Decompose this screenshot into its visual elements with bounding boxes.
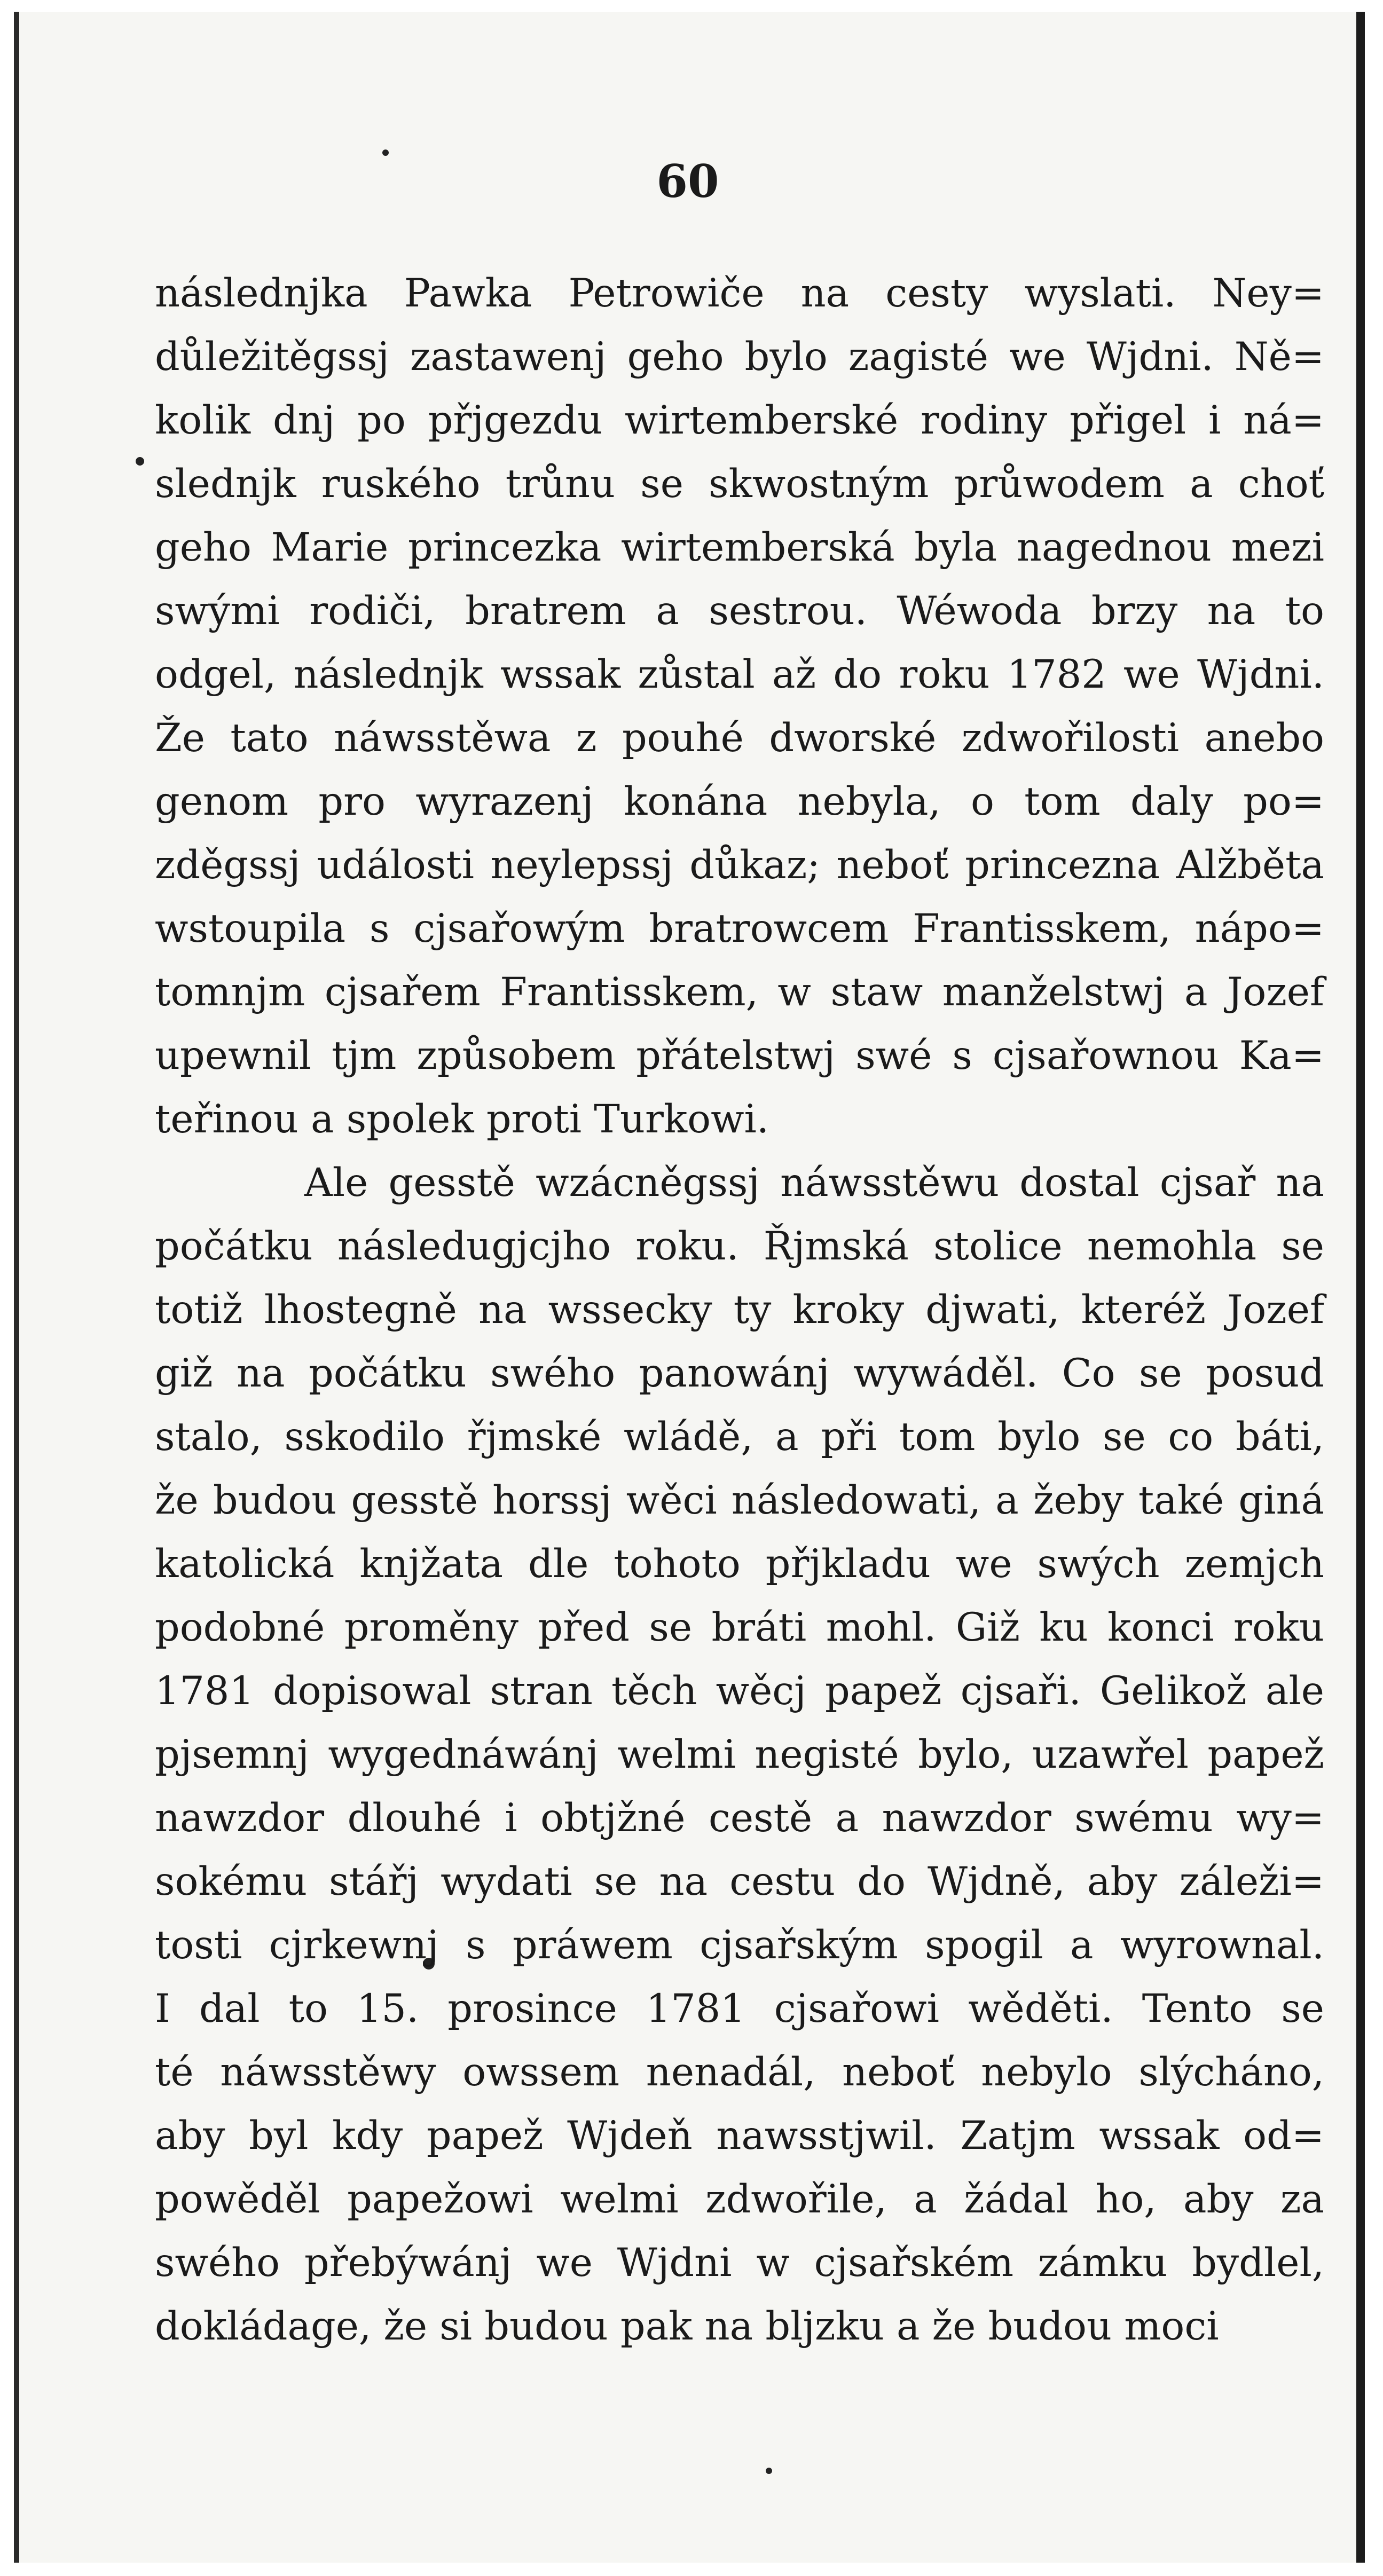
text-line: sokému stářj wydati se na cestu do Wjdně, aby záleži=	[155, 1859, 1324, 1904]
print-speck	[136, 457, 144, 466]
text-line: wstoupila s cjsařowým bratrowcem Frantisskem, nápo=	[155, 906, 1324, 951]
text-line: upewnil tjm způsobem přátelstwj swé s cjsařownou Ka=	[155, 1033, 1324, 1078]
text-line: totiž lhostegně na wssecky ty kroky djwati, kteréž Jozef	[155, 1287, 1324, 1333]
text-line: I dal to 15. prosince 1781 cjsařowi wěděti. Tento se	[155, 1986, 1324, 2031]
text-line: aby byl kdy papež Wjdeň nawsstjwil. Zatjm wssak od=	[155, 2113, 1324, 2159]
text-line: tomnjm cjsařem Frantisskem, w staw manželstwj a Jozef	[155, 970, 1324, 1015]
text-line: odgel, následnjk wssak zůstal až do roku 1782 we Wjdni.	[155, 652, 1324, 697]
text-line: powěděl papežowi welmi zdwořile, a žádal ho, aby za	[155, 2177, 1324, 2222]
text-line: teřinou a spolek proti Turkowi.	[155, 1097, 769, 1142]
text-line: té náwsstěwy owssem nenadál, neboť nebylo slýcháno,	[155, 2050, 1324, 2095]
text-line: geho Marie princezka wirtemberská byla nagednou mezi	[155, 525, 1324, 570]
page-number: 60	[656, 155, 719, 208]
text-line: následnjka Pawka Petrowiče na cesty wyslati. Ney=	[155, 271, 1324, 316]
body-text	[155, 262, 1324, 2358]
text-line: giž na počátku swého panowánj wywáděl. Co se posud	[155, 1351, 1324, 1396]
text-line: nawzdor dlouhé i obtjžné cestě a nawzdor swému wy=	[155, 1795, 1324, 1841]
text-line: Ale gesstě wzácněgssj náwsstěwu dostal cjsař na	[304, 1160, 1324, 1206]
print-speck	[766, 2468, 772, 2474]
text-line: dokládage, že si budou pak na bljzku a že budou moci	[155, 2304, 1219, 2349]
text-line: katolická knjžata dle tohoto přjkladu we swých zemjch	[155, 1541, 1324, 1587]
text-line: swého přebýwánj we Wjdni w cjsařském zámku bydlel,	[155, 2240, 1324, 2286]
text-line: pjsemnj wygednáwánj welmi negisté bylo, uzawřel papež	[155, 1732, 1324, 1777]
text-line: swými rodiči, bratrem a sestrou. Wéwoda brzy na to	[155, 588, 1324, 634]
text-line: 1781 dopisowal stran těch wěcj papež cjsaři. Gelikož ale	[155, 1668, 1324, 1714]
text-line: že budou gesstě horssj wěci následowati, a žeby také giná	[155, 1478, 1324, 1523]
text-line: genom pro wyrazenj konána nebyla, o tom daly po=	[155, 779, 1324, 824]
text-line: stalo, sskodilo řjmské wládě, a při tom bylo se co báti,	[155, 1414, 1324, 1460]
text-line: podobné proměny před se bráti mohl. Giž ku konci roku	[155, 1605, 1324, 1650]
text-line: tosti cjrkewnj s práwem cjsařským spogil a wyrownal.	[155, 1923, 1324, 1968]
text-line: slednjk ruského trůnu se skwostným průwodem a choť	[155, 461, 1324, 507]
text-line: počátku následugjcjho roku. Řjmská stolice nemohla se	[155, 1224, 1324, 1269]
text-line: důležitěgssj zastawenj geho bylo zagisté we Wjdni. Ně=	[155, 334, 1324, 380]
text-line: Že tato náwsstěwa z pouhé dworské zdwořilosti anebo	[155, 715, 1324, 761]
text-line: kolik dnj po přjgezdu wirtemberské rodiny přigel i ná=	[155, 398, 1324, 443]
text-line: zděgssj události neylepssj důkaz; neboť princezna Alžběta	[155, 842, 1324, 888]
book-page	[14, 12, 1365, 2563]
